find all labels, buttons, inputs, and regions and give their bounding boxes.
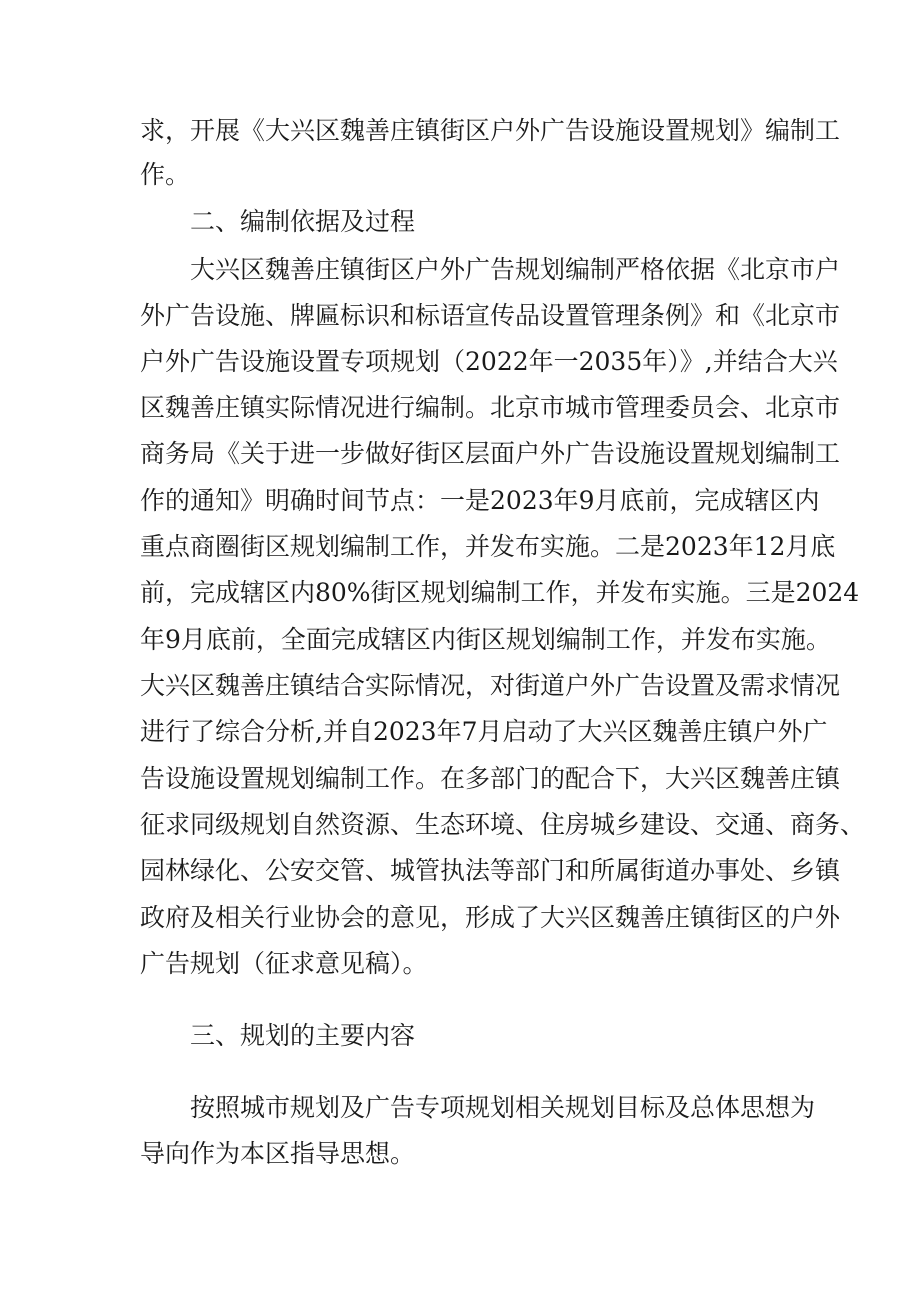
- section-two-line-8: 前，完成辖区内80%街区规划编制工作，并发布实施。三是2024: [140, 578, 860, 607]
- section-two-line-6: 作的通知》明确时间节点：一是2023年9月底前，完成辖区内: [140, 486, 820, 515]
- section-two-line-16: 广告规划（征求意见稿）。: [140, 949, 428, 978]
- section-two-line-13: 征求同级规划自然资源、生态环境、住房城乡建设、交通、商务、: [140, 810, 866, 839]
- section-two-line-9: 年9月底前，全面完成辖区内街区规划编制工作，并发布实施。: [140, 625, 831, 654]
- section-three-heading: 三、规划的主要内容: [190, 1021, 416, 1050]
- section-two-line-5: 商务局《关于进一步做好街区层面户外广告设施设置规划编制工: [140, 439, 841, 468]
- section-two-line-12: 告设施设置规划编制工作。在多部门的配合下，大兴区魏善庄镇: [140, 764, 841, 793]
- paragraph-intro-line-1: 求，开展《大兴区魏善庄镇街区户外广告设施设置规划》编制工: [140, 116, 841, 145]
- section-three-line-2: 导向作为本区指导思想。: [140, 1139, 416, 1168]
- section-two-line-2: 外广告设施、牌匾标识和标语宣传品设置管理条例》和《北京市: [140, 301, 841, 330]
- section-two-line-14: 园林绿化、公安交管、城管执法等部门和所属街道办事处、乡镇: [140, 856, 841, 885]
- section-three-line-1: 按照城市规划及广告专项规划相关规划目标及总体思想为: [190, 1093, 816, 1122]
- section-two-line-7: 重点商圈街区规划编制工作，并发布实施。二是2023年12月底: [140, 532, 836, 561]
- section-two-line-10: 大兴区魏善庄镇结合实际情况，对街道户外广告设置及需求情况: [140, 671, 841, 700]
- section-two-line-4: 区魏善庄镇实际情况进行编制。北京市城市管理委员会、北京市: [140, 393, 841, 422]
- section-two-heading: 二、编制依据及过程: [190, 207, 416, 236]
- section-two-line-11: 进行了综合分析,并自2023年7月启动了大兴区魏善庄镇户外广: [140, 717, 828, 746]
- section-two-line-1: 大兴区魏善庄镇街区户外广告规划编制严格依据《北京市户: [190, 255, 841, 284]
- section-two-line-3: 户外广告设施设置专项规划（2022年一2035年）》,并结合大兴: [140, 347, 838, 376]
- section-two-line-15: 政府及相关行业协会的意见，形成了大兴区魏善庄镇街区的户外: [140, 903, 841, 932]
- paragraph-intro-line-2: 作。: [140, 160, 191, 189]
